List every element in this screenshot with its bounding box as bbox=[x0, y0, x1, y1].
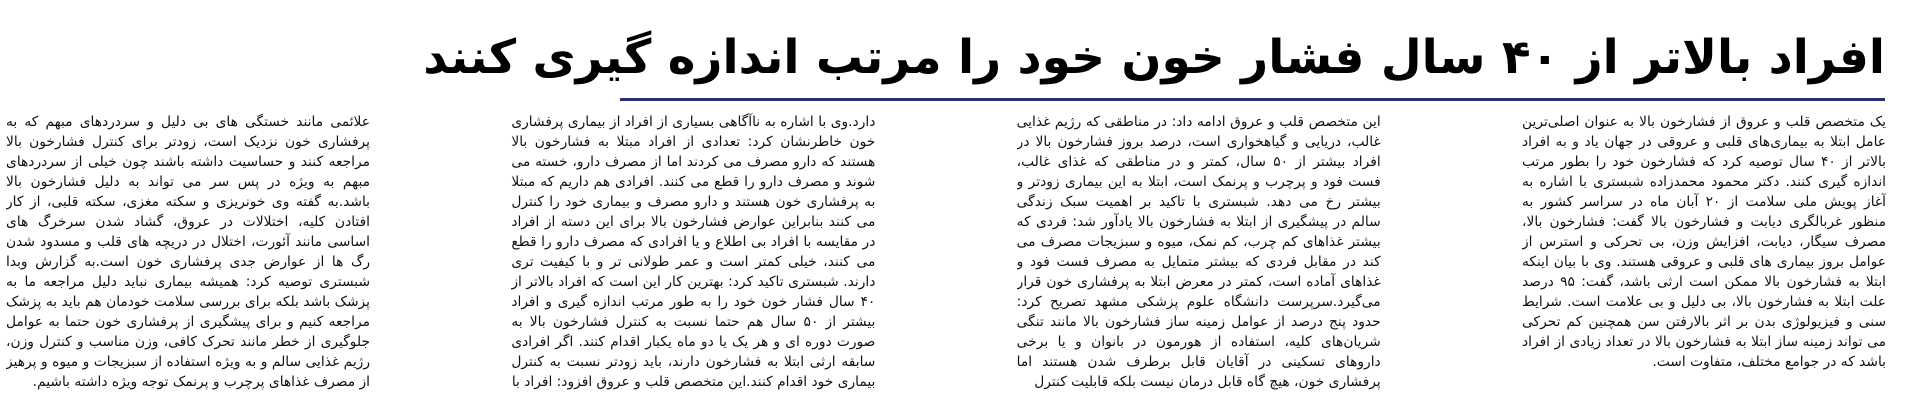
article-headline: افراد بالاتر از ۴۰ سال فشار خون خود را مرتب اندازه گیری کنند bbox=[423, 30, 1885, 85]
column-text: این متخصص قلب و عروق ادامه داد: در مناطقی که رژیم غذایی غالب، دریایی و گیاهخواری است، درصد بروز فشارخون بالا در افراد بیشتر از ۵۰ سال، کمتر و در مناطقی که غذای غالب، فست فود و پرچرب و پرنمک است، ابتلا به این بیماری زودتر و بیشتر رخ می دهد. شبستری با تاکید بر اهمیت سبک زندگی سالم در پیشگیری از ابتلا به فشارخون بالا یادآور شد: فردی که بیشتر غذاهای کم چرب، کم نمک، میوه و سبزیجات مصرف می کند در مقابل فردی که بیشتر متمایل به مصرف فست فود و غذاهای آماده است، کمتر در معرض ابتلا به پرفشاری خون قرار می‌گیرد.سرپرست دانشگاه علوم پزشکی مشهد تصریح کرد: حدود پنج درصد از عوامل زمینه ساز فشارخون بالا مانند تنگی شریان‌های کلیه، استفاده از هورمون در بانوان و یا برخی داروهای تسکینی در آقایان قابل برطرف شدن هستند اما پرفشاری خون، هیچ گاه قابل درمان نیست بلکه قابلیت کنترل bbox=[1016, 114, 1381, 390]
column-text: علائمی مانند خستگی های بی دلیل و سردردهای مبهم که به پرفشاری خون نزدیک است، زودتر برای کنترل فشارخون بالا مراجعه کنند و حساسیت داشته باشند چون خیلی از سردردهای مبهم به ویژه در پس سر می تواند به دلیل فشارخون بالا باشد.به گفته وی خونریزی و سکته مغزی، سکته قلبی، از کار افتادن کلیه، اختلالات در عروق، گشاد شدن سرخرگ های اساسی مانند آئورت، اختلال در دریچه های قلب و مسدود شدن رگ ها از عوارض جدی پرفشاری خون است.به گزارش وبدا شبستری توصیه کرد: همیشه بیماری نباید دلیل مراجعه ما به پزشک باشد بلکه برای بررسی سلامت خودمان هم باید به پزشک مراجعه کنیم و برای پیشگیری از پرفشاری خون حتما به عوامل جلوگیری از خطر مانند تحرک کافی، وزن مناسب و کنترل وزن، رژیم غذایی سالم و به ویژه استفاده از سبزیجات و میوه و پرهیز از مصرف غذاهای پرچرب و پرنمک توجه ویژه داشته باشیم. bbox=[6, 114, 371, 390]
article-body bbox=[6, 112, 1886, 404]
column-text: دارد.وی با اشاره به ناآگاهی بسیاری از افراد از بیماری پرفشاری خون خاطرنشان کرد: تعدادی از افراد مبتلا به فشارخون بالا هستند که دارو مصرف می کردند اما از مصرف دارو، خسته می شوند و مصرف دارو را قطع می کنند. افرادی هم داریم که مبتلا به پرفشاری خون هستند و دارو مصرف و بیماری خود را کنترل می کنند بنابراین عوارض فشارخون بالا برای این دسته از افراد در مقایسه با افراد بی اطلاع و یا افرادی که مصرف دارو را قطع می کنند، خیلی کمتر است و عمر طولانی تر و با کیفیت تری دارند. شبستری تاکید کرد: بهترین کار این است که افراد بالاتر از ۴۰ سال فشار خون خود را به طور مرتب اندازه گیری و افراد بیشتر از ۵۰ سال هم حتما نسبت به کنترل فشارخون بالا به صورت دوره ای و هر یک یا دو ماه یکبار اقدام کنند. اگر افرادی سابقه ارثی ابتلا به فشارخون دارند، باید زودتر نسبت به کنترل بیماری خود اقدام کنند.این متخصص قلب و عروق افزود: افراد با bbox=[511, 114, 876, 390]
column-text: یک متخصص قلب و عروق از فشارخون بالا به عنوان اصلی‌ترین عامل ابتلا به بیماری‌های قلبی و عروقی در جهان یاد و به افراد بالاتر از ۴۰ سال توصیه کرد که فشارخون خود را بطور مرتب اندازه گیری کنند. دکتر محمود محمدزاده شبستری با اشاره به آغاز پویش ملی سلامت از ۲۰ آبان ماه در سراسر کشور به منظور غربالگری دیابت و فشارخون بالا گفت: فشارخون بالا، مصرف سیگار، دیابت، افزایش وزن، بی تحرکی و استرس از عوامل بروز بیماری های قلبی و عروقی هستند. وی با بیان اینکه ابتلا به فشارخون بالا ممکن است ارثی باشد، گفت: ۹۵ درصد علت ابتلا به فشارخون بالا، بی دلیل و بی علامت است. شرایط سنی و فیزیولوژی بدن بر اثر بالارفتن سن همچنین کم تحرکی می تواند زمینه ساز ابتلا به فشارخون بالا در تعداد زیادی از افراد باشد که در جوامع مختلف، متفاوت است. bbox=[1522, 114, 1886, 370]
headline-rule bbox=[620, 98, 1885, 101]
article-column-4 bbox=[6, 112, 370, 404]
article-column-2 bbox=[1017, 112, 1381, 404]
article-column-3 bbox=[511, 112, 875, 404]
article-column-1 bbox=[1522, 112, 1886, 404]
